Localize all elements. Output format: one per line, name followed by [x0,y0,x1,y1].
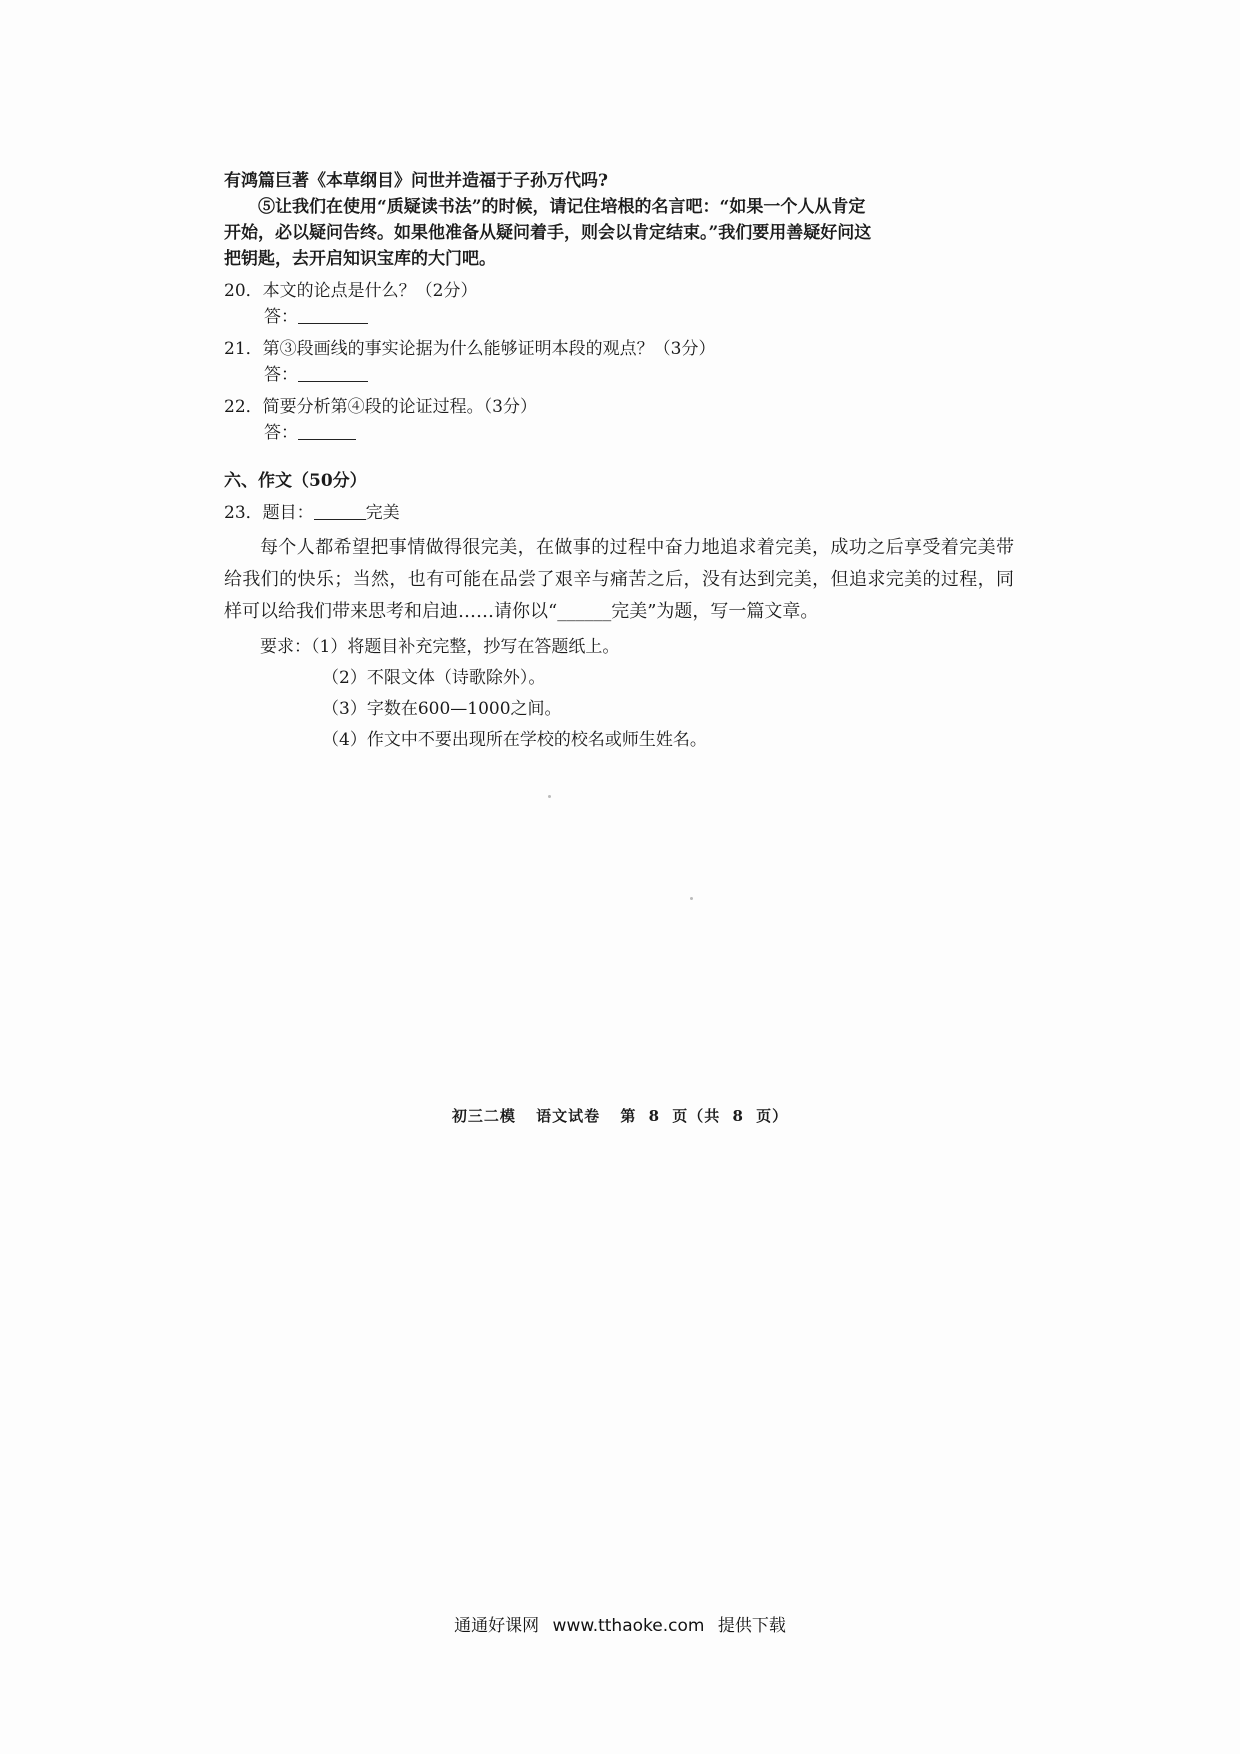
download-watermark [0,1611,1240,1636]
question-22: 22．简要分析第④段的论证过程。（3分） [224,397,537,417]
answer-blank[interactable] [298,323,368,324]
requirements-label: 要求： [260,637,311,657]
composition-topic [224,500,1024,526]
page-footer [0,1105,1240,1126]
answer-line-20 [224,304,1024,330]
answer-label: 答： [264,365,298,385]
composition-prompt: 每个人都希望把事情做得很完美，在做事的过程中奋力地追求着完美，成功之后享受着完美带给我们的快乐；当然，也有可能在品尝了艰辛与痛苦之后，没有达到完美，但追求完美的过程，同样可以给我们带来思考和启迪……请你以“______完美”为题，写一篇文章。 [224,537,1014,622]
requirement-item: （1）将题目补充完整，抄写在答题纸上。 [311,637,620,657]
question-20: 20．本文的论点是什么？（2分） [224,281,478,301]
requirement-item: （2）不限文体（诗歌除外）。 [322,668,546,688]
answer-blank[interactable] [298,439,356,440]
passage-line: 有鸿篇巨著《本草纲目》问世并造福于子孙万代吗? [224,171,608,191]
requirement-line [224,632,1024,663]
footer-subject: 语文试卷 [536,1107,601,1125]
requirement-item: （3）字数在600—1000之间。 [322,699,562,719]
passage-paragraph-5-line: 把钥匙，去开启知识宝库的大门吧。 [224,249,496,269]
passage-paragraph-5-line: ⑤让我们在使用“质疑读书法”的时候，请记住培根的名言吧：“如果一个人从肯定 [258,197,866,217]
topic-suffix: 完美 [365,503,400,523]
answer-line-22 [224,420,1024,446]
composition-section-title: 六、作文（50分） [224,471,367,491]
scan-speck [548,795,551,798]
answer-label: 答： [264,423,298,443]
passage-paragraph-5-line: 开始，必以疑问告终。如果他准备从疑问着手，则会以肯定结束。”我们要用善疑好问这 [224,223,872,243]
footer-page-info: 第 8 页（共 8 页） [620,1107,789,1125]
watermark-note: 提供下载 [717,1616,786,1636]
question-21: 21．第③段画线的事实论据为什么能够证明本段的观点？（3分） [224,339,716,359]
answer-line-21 [224,362,1024,388]
scan-speck [690,897,693,900]
requirement-item: （4）作文中不要出现所在学校的校名或师生姓名。 [322,730,707,750]
page-content [224,168,1024,756]
answer-label: 答： [264,307,298,327]
answer-blank[interactable] [298,381,368,382]
footer-exam-name: 初三二模 [451,1107,516,1125]
topic-prefix: 23．题目： [224,503,314,523]
watermark-site-name: 通通好课网 [454,1616,540,1636]
watermark-url[interactable]: www.tthaoke.com [552,1616,705,1636]
topic-blank[interactable] [314,519,366,520]
